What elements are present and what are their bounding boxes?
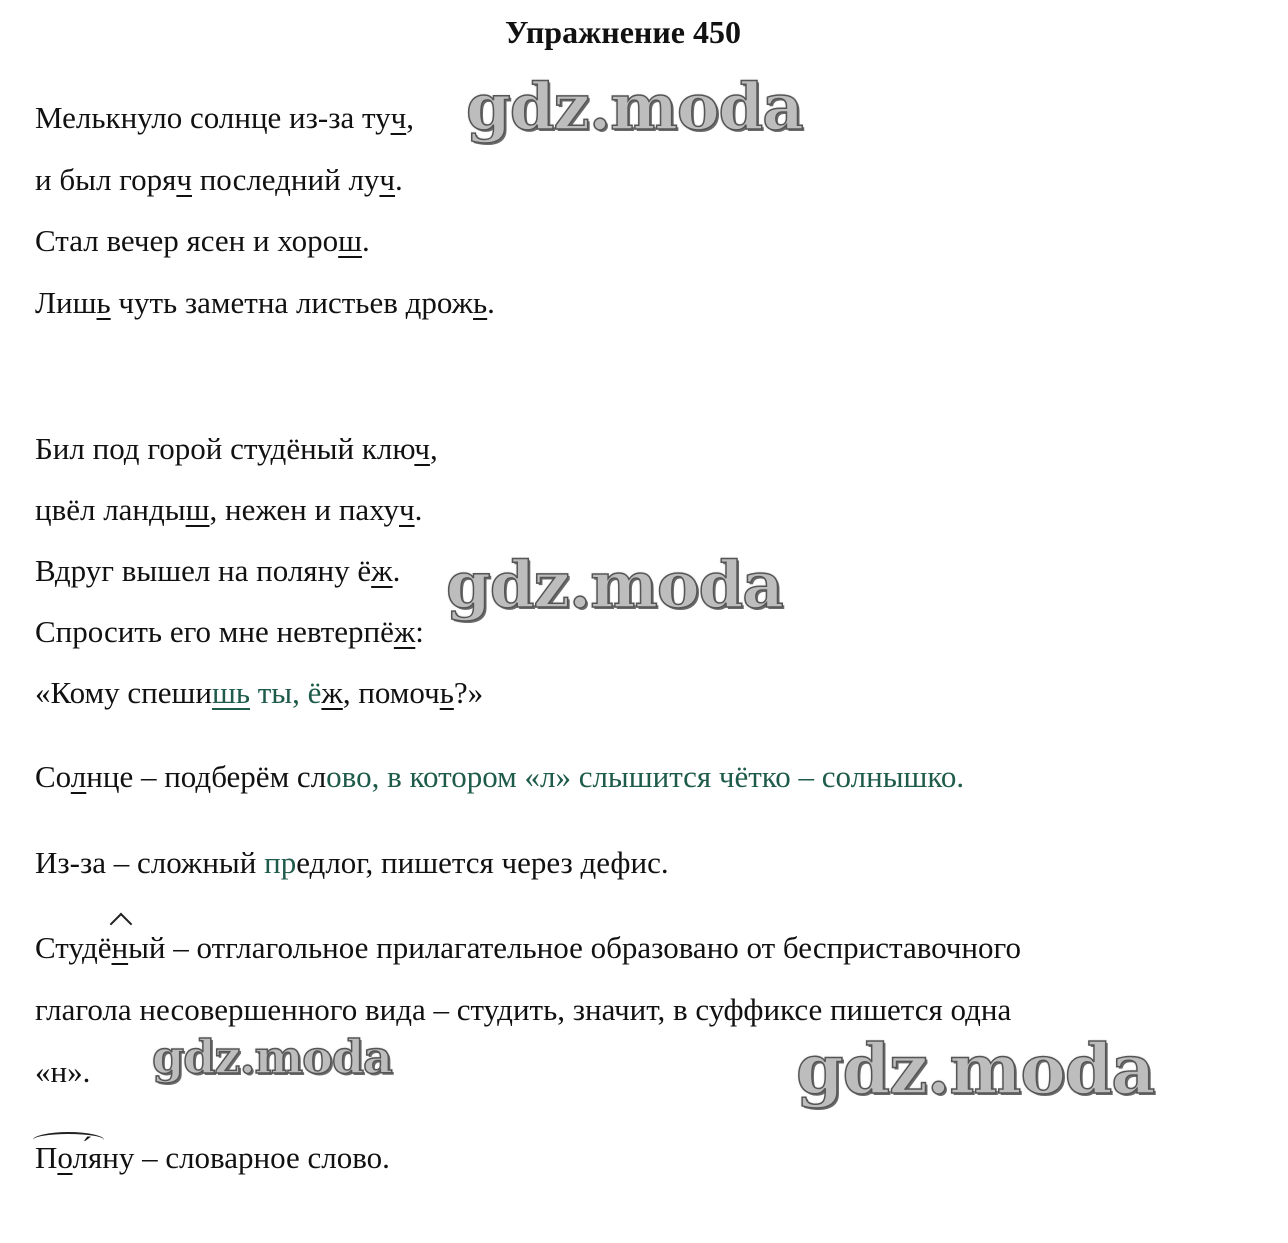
poem2-line-2: цвёл ландыш, нежен и пахуч. xyxy=(35,492,423,527)
note-studeny-2: глагола несовершенного вида – студить, значит, в суффиксе пишется одна xyxy=(35,992,1012,1027)
watermark-logo: gdz.moda xyxy=(152,1030,392,1084)
poem2-line-5: «Кому спешишь ты, ёж, помочь?» xyxy=(35,675,484,710)
poem1-line-4: Лишь чуть заметна листьев дрожь. xyxy=(35,285,495,320)
note-studeny-3: «н». xyxy=(35,1054,91,1089)
watermark-logo: gdz.moda xyxy=(466,70,803,145)
poem1-line-2: и был горяч последний луч. xyxy=(35,162,403,197)
word-root-polyan: Поля ́ xyxy=(35,1138,102,1178)
exercise-title: Упражнение 450 xyxy=(504,14,741,50)
note-solntse: Солнце – подберём слово, в котором «л» слышится чётко – солнышко. xyxy=(35,759,965,794)
note-polyanu: Поля ́ну – словарное слово. xyxy=(35,1138,390,1178)
watermark-logo: gdz.moda xyxy=(446,548,783,623)
watermark-logo: gdz.moda xyxy=(796,1030,1155,1110)
poem2-line-1: Бил под горой студёный ключ, xyxy=(35,431,438,466)
note-iz-za: Из-за – сложный предлог, пишется через дефис. xyxy=(35,845,669,880)
poem1-line-3: Стал вечер ясен и хорош. xyxy=(35,223,370,258)
poem2-line-4: Спросить его мне невтерпёж: xyxy=(35,614,424,649)
note-studeny-1: Студёный – отглагольное прилагательное образовано от бесприставочного xyxy=(35,928,1021,968)
poem2-line-3: Вдруг вышел на поляну ёж. xyxy=(35,553,401,588)
poem1-line-1: Мелькнуло солнце из-за туч, xyxy=(35,100,414,135)
